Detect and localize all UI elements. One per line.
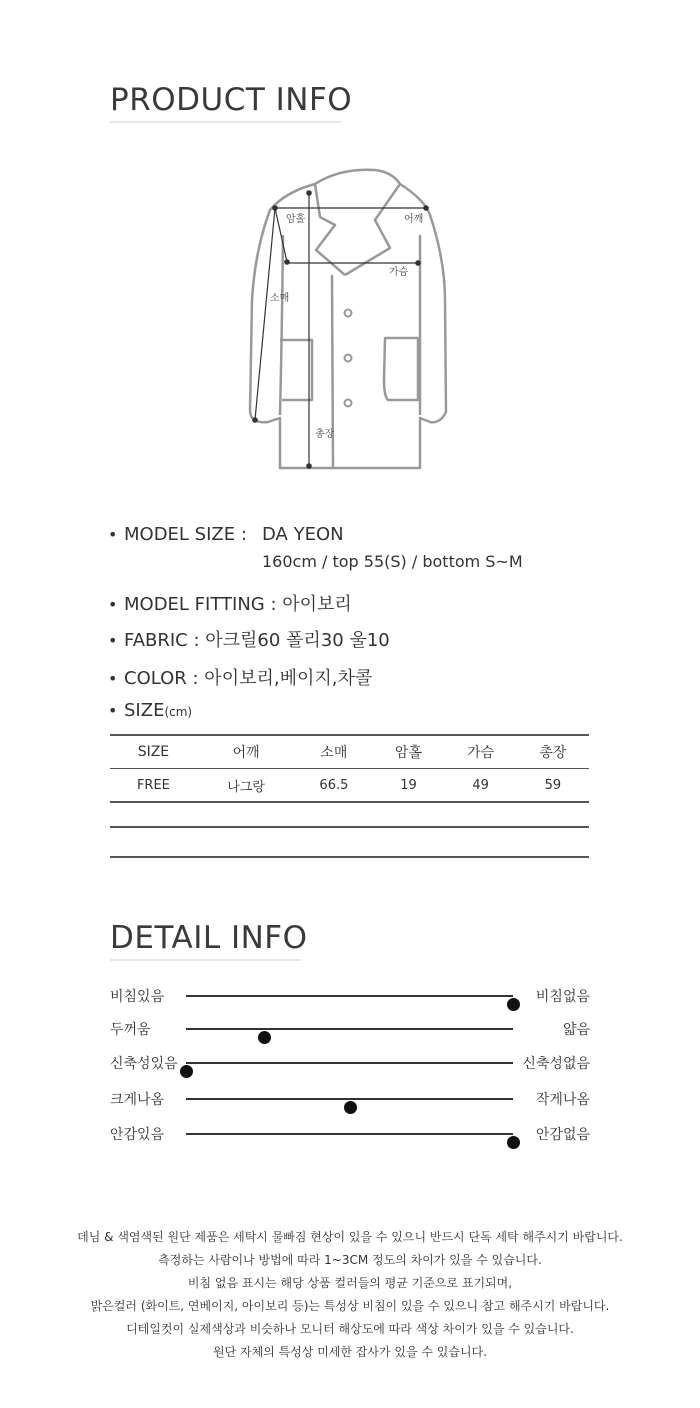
scale-marker <box>507 998 520 1011</box>
spec-model-fitting: • MODEL FITTING : 아이보리 <box>108 594 352 615</box>
scale-left-label: 비침있음 <box>110 989 165 1005</box>
scale-track <box>186 995 513 997</box>
scale-marker <box>344 1101 357 1114</box>
spec-model-size-label: MODEL SIZE : <box>124 524 247 545</box>
cell-length: 59 <box>517 769 589 803</box>
detail-scale-lining <box>110 1124 590 1144</box>
note-line: 비침 없음 표시는 해당 상품 컬러들의 평균 기준으로 표기되며, <box>187 1276 513 1290</box>
detail-scale-stretch <box>110 1053 590 1073</box>
size-table <box>110 734 589 803</box>
header-armhole: 암홀 <box>372 735 444 769</box>
cell-size: FREE <box>110 769 197 803</box>
diagram-label-shoulder: 어깨 <box>404 214 424 225</box>
header-shoulder: 어깨 <box>197 735 296 769</box>
diagram-label-armhole: 암홀 <box>286 214 306 225</box>
detail-info-underline <box>110 959 301 961</box>
spec-size: • SIZE(cm) <box>108 700 193 721</box>
scale-right-label: 안감없음 <box>535 1127 590 1143</box>
table-row <box>110 769 589 803</box>
header-chest: 가슴 <box>445 735 517 769</box>
scale-marker <box>258 1031 271 1044</box>
note-line: 디테일컷이 실제색상과 비슷하나 모니터 해상도에 따라 색상 차이가 있을 수 있습니다. <box>126 1322 574 1336</box>
scale-left-label: 안감있음 <box>110 1127 165 1143</box>
product-info-title: PRODUCT INFO <box>110 82 353 118</box>
note-line: 원단 자체의 특성상 미세한 잡사가 있을 수 있습니다. <box>213 1345 487 1359</box>
cell-sleeve: 66.5 <box>295 769 372 803</box>
header-size: SIZE <box>110 735 197 769</box>
cell-shoulder: 나그랑 <box>197 769 296 803</box>
diagram-label-chest: 가슴 <box>389 267 409 278</box>
care-notes <box>0 1226 700 1364</box>
scale-right-label: 작게나옴 <box>535 1092 590 1108</box>
scale-left-label: 두꺼움 <box>110 1022 151 1038</box>
note-line: 밝은컬러 (화이트, 연베이지, 아이보리 등)는 특성상 비침이 있을 수 있으니 참고 해주시기 바랍니다. <box>90 1299 610 1313</box>
detail-scale-thickness <box>110 1019 590 1039</box>
spec-color: • COLOR : 아이보리,베이지,차콜 <box>108 668 373 689</box>
scale-left-label: 신축성있음 <box>110 1056 178 1072</box>
cell-armhole: 19 <box>372 769 444 803</box>
scale-right-label: 얇음 <box>562 1022 590 1038</box>
cell-chest: 49 <box>445 769 517 803</box>
detail-info-title: DETAIL INFO <box>110 920 308 956</box>
scale-track <box>186 1133 513 1135</box>
note-line: 측정하는 사람이나 방법에 따라 1~3CM 정도의 차이가 있을 수 있습니다. <box>158 1253 542 1267</box>
header-length: 총장 <box>517 735 589 769</box>
detail-scale-sheerness <box>110 986 590 1006</box>
scale-marker <box>507 1136 520 1149</box>
scale-left-label: 크게나옴 <box>110 1092 165 1108</box>
spec-fabric: • FABRIC : 아크릴60 폴리30 울10 <box>108 630 390 651</box>
scale-track <box>186 1028 513 1030</box>
note-line: 데님 & 색염색된 원단 제품은 세탁시 물빠짐 현상이 있을 수 있으니 반드시 단독 세탁 해주시기 바랍니다. <box>77 1230 623 1244</box>
scale-right-label: 신축성없음 <box>522 1056 590 1072</box>
product-info-underline <box>110 121 341 123</box>
scale-marker <box>180 1065 193 1078</box>
diagram-label-length: 총장 <box>315 429 335 440</box>
size-table-header <box>110 735 589 769</box>
detail-scale-fit <box>110 1089 590 1109</box>
spec-model-name: DA YEON <box>262 524 344 545</box>
table-divider <box>110 826 589 828</box>
scale-right-label: 비침없음 <box>535 989 590 1005</box>
spec-model-measure: 160cm / top 55(S) / bottom S~M <box>262 552 523 571</box>
diagram-label-sleeve: 소매 <box>270 293 290 304</box>
scale-track <box>186 1098 513 1100</box>
scale-track <box>186 1062 513 1064</box>
spec-model-size: • MODEL SIZE : DA YEON <box>108 524 344 545</box>
size-unit: (cm) <box>164 705 193 719</box>
table-divider <box>110 856 589 858</box>
header-sleeve: 소매 <box>295 735 372 769</box>
coat-diagram <box>240 160 460 480</box>
